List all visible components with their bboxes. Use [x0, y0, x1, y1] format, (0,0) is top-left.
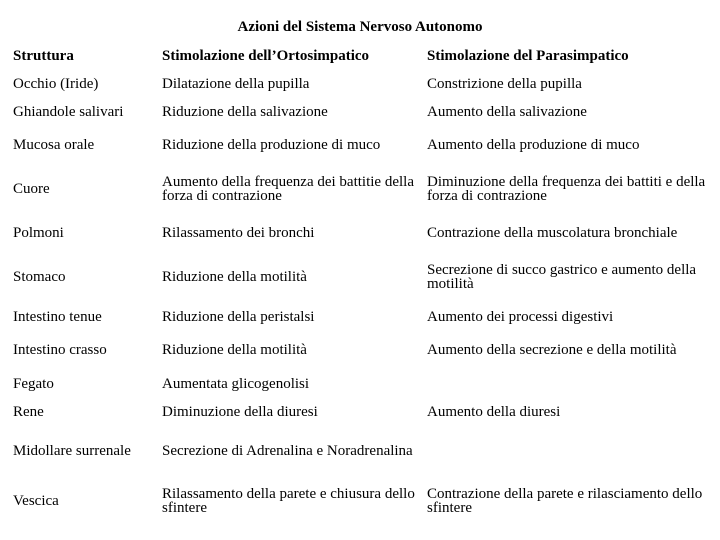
table-row	[0, 128, 720, 162]
structure-cell: Rene	[13, 404, 44, 420]
table-row	[0, 72, 720, 96]
structure-cell: Occhio (Iride)	[13, 76, 99, 92]
table-row	[0, 172, 720, 206]
parasympathetic-cell: Aumento della secrezione e della motilità	[427, 342, 677, 358]
header-parasympathetic: Stimolazione del Parasimpatico	[427, 48, 629, 64]
table-row	[0, 260, 720, 294]
parasympathetic-cell: Aumento della diuresi	[427, 404, 561, 420]
parasympathetic-cell: Diminuzione della frequenza dei battiti e della forza di contrazione	[427, 174, 706, 204]
structure-cell: Intestino crasso	[13, 342, 107, 358]
structure-cell: Intestino tenue	[13, 309, 102, 325]
sympathetic-cell: Riduzione della motilità	[162, 342, 307, 358]
sympathetic-cell: Riduzione della motilità	[162, 269, 307, 285]
structure-cell: Mucosa orale	[13, 137, 95, 153]
structure-cell: Fegato	[13, 376, 54, 392]
parasympathetic-cell: Aumento della salivazione	[427, 104, 587, 120]
table-row	[0, 373, 720, 395]
table-row	[0, 401, 720, 423]
header-sympathetic: Stimolazione dell’Ortosimpatico	[162, 48, 370, 64]
sympathetic-cell: Riduzione della peristalsi	[162, 309, 315, 325]
table-row	[0, 484, 720, 518]
parasympathetic-cell: Contrazione della parete e rilasciamento dello sfintere	[427, 486, 703, 516]
sympathetic-cell: Riduzione della salivazione	[162, 104, 328, 120]
page-title: Azioni del Sistema Nervoso Autonomo	[237, 19, 483, 35]
parasympathetic-cell: Contrazione della muscolatura bronchiale	[427, 225, 678, 241]
sympathetic-cell: Riduzione della produzione di muco	[162, 137, 381, 153]
table-row	[0, 100, 720, 124]
structure-cell: Stomaco	[13, 269, 66, 285]
structure-cell: Ghiandole salivari	[13, 104, 124, 120]
table-row	[0, 334, 720, 366]
sympathetic-cell: Rilassamento della parete e chiusura dello sfintere	[162, 486, 415, 516]
header-structure: Struttura	[13, 48, 74, 64]
sympathetic-cell: Dilatazione della pupilla	[162, 76, 310, 92]
parasympathetic-cell: Secrezione di succo gastrico e aumento della motilità	[427, 262, 697, 292]
parasympathetic-cell: Aumento della produzione di muco	[427, 137, 640, 153]
structure-cell: Cuore	[13, 181, 50, 197]
sympathetic-cell: Diminuzione della diuresi	[162, 404, 318, 420]
table-row	[0, 306, 720, 328]
structure-cell: Midollare surrenale	[13, 443, 131, 459]
sympathetic-cell: Aumentata glicogenolisi	[162, 376, 310, 392]
structure-cell: Polmoni	[13, 225, 64, 241]
parasympathetic-cell: Aumento dei processi digestivi	[427, 309, 614, 325]
table-row	[0, 216, 720, 250]
parasympathetic-cell: Constrizione della pupilla	[427, 76, 582, 92]
parasympathetic-cell	[427, 373, 717, 395]
parasympathetic-cell	[427, 434, 717, 468]
sympathetic-cell: Aumento della frequenza dei battitie della forza di contrazione	[162, 174, 414, 204]
table-row	[0, 434, 720, 468]
sympathetic-cell: Rilassamento dei bronchi	[162, 225, 315, 241]
sympathetic-cell: Secrezione di Adrenalina e Noradrenalina	[162, 443, 413, 459]
structure-cell: Vescica	[13, 493, 59, 509]
